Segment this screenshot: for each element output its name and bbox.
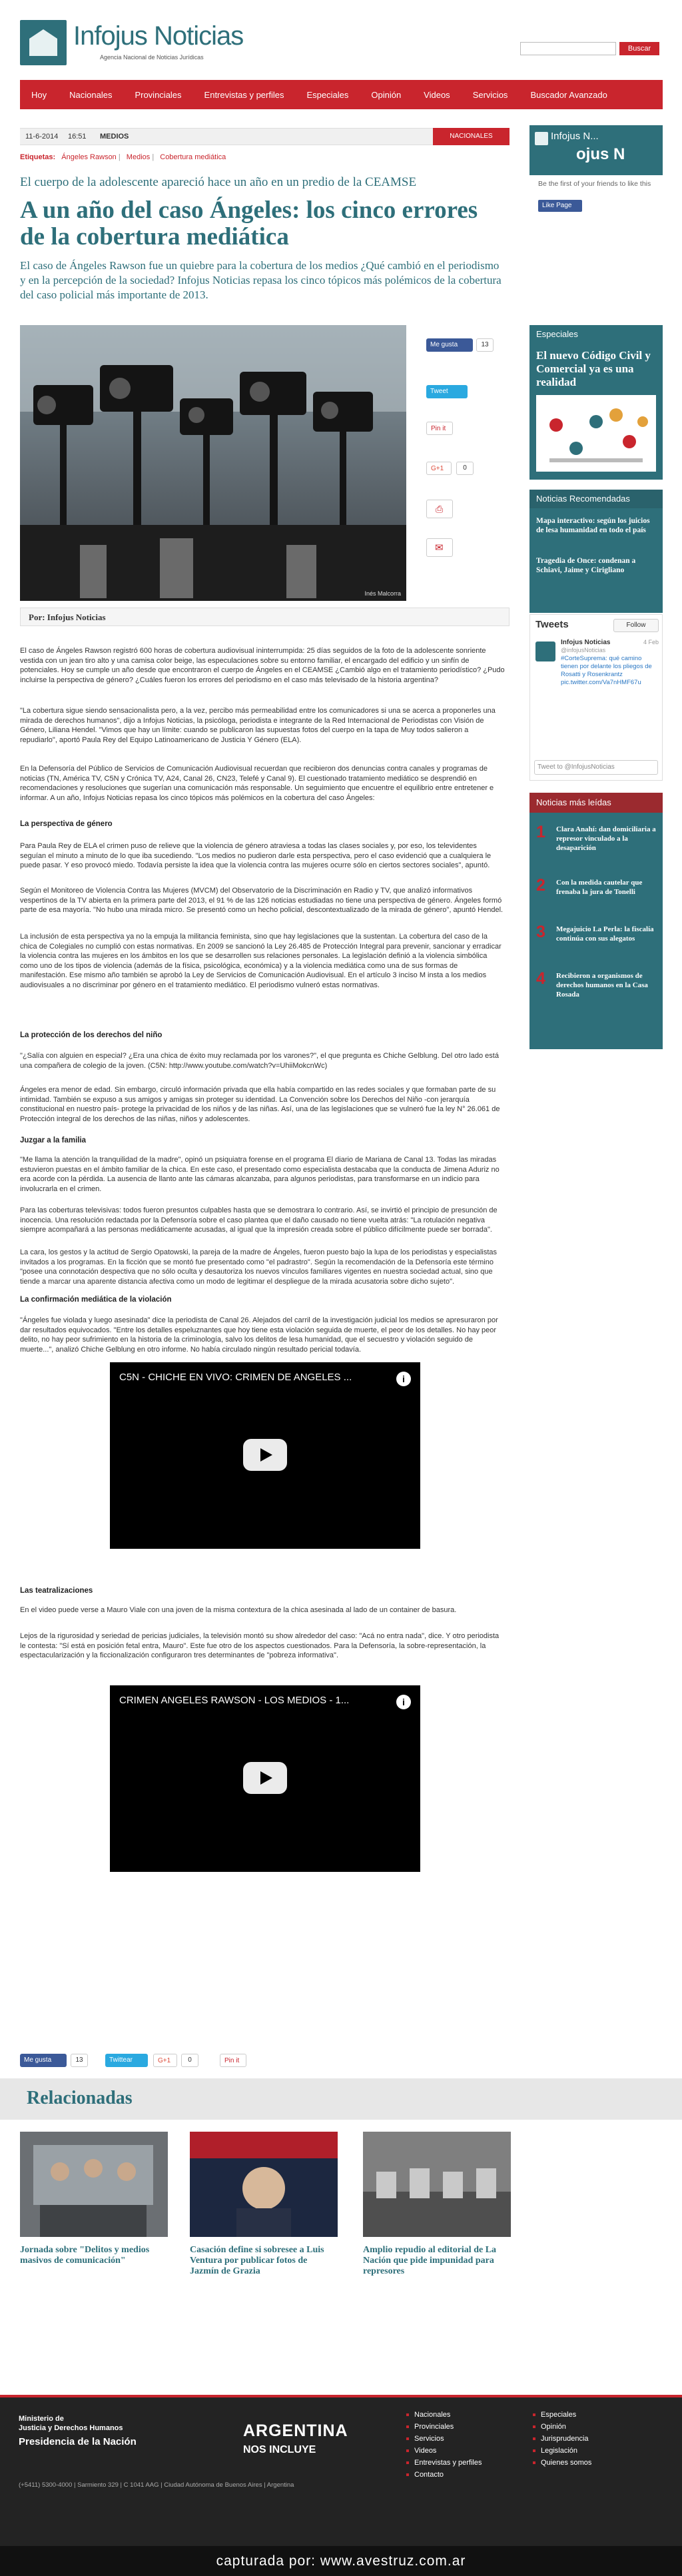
nav-item[interactable]: Opinión <box>371 89 402 100</box>
article-paragraph: Para las coberturas televisivas: todos fueron presuntos culpables hasta que se demostrara lo contrario. Así, se invirtió el principio de presunción de inocencia. Una resolución redactada por la Defensoría sobre el caso plantea que el daño causado no tiene vuelta atrás: "La rotulación negativa siempre acompañará a las personas mediáticamente acusadas, al igual que la impresión creada sobre el público difícilmente puede ser borrada". <box>20 1206 498 1234</box>
video-embed[interactable] <box>110 1362 420 1549</box>
related-title: Relacionadas <box>27 2088 133 2108</box>
main-nav <box>20 80 663 109</box>
twitter-handle[interactable]: @infojusNoticias <box>561 647 606 653</box>
related-caption[interactable]: Casación define si sobresee a Luis Ventura por publicar fotos de Jazmín de Grazia <box>190 2245 324 2276</box>
article-time: 16:51 <box>68 133 87 141</box>
nos-incluye-text: NOS INCLUYE <box>243 2444 316 2455</box>
nav-item[interactable]: Hoy <box>31 89 47 100</box>
footer-link[interactable]: Jurisprudencia <box>533 2435 589 2443</box>
ministry-line2: Justicia y Derechos Humanos <box>19 2424 123 2432</box>
footer-link[interactable]: Opinión <box>533 2423 566 2431</box>
fb-friends-text: Be the first of your friends to like this <box>538 180 651 188</box>
rank-number: 2 <box>536 876 545 895</box>
nav-item[interactable]: Buscador Avanzado <box>530 89 607 100</box>
footer-link[interactable]: Servicios <box>406 2435 444 2443</box>
article-byline: Por: Infojus Noticias <box>29 612 106 622</box>
pinterest-button[interactable]: Pin it <box>220 2054 246 2067</box>
play-icon[interactable] <box>243 1439 287 1471</box>
search-input[interactable] <box>520 42 616 55</box>
fb-page-avatar <box>535 132 548 145</box>
photo-credit: Inés Malcorra <box>364 590 401 597</box>
footer-link[interactable]: Nacionales <box>406 2411 450 2419</box>
article-paragraph: "Ángeles fue violada y luego asesinada" dice la periodista de Canal 26. Alejados del carril de la investigación judicial los medios se apresuraron por dar resultados equivocados. "Entre los detalles espeluznantes que hoy tiene esta violación seguida de muerte, el peor de los detalles. No hay peor delito, no hay peor sufrimiento en la historia de la criminología, salvo los delitos de lesa humanidad, que el secuestro y violación seguido de muerte...", analizó Chiche Gelblung en otro informe. No había circulado ningún resultado pericial todavía. <box>20 1316 498 1354</box>
section-heading: La protección de los derechos del niño <box>20 1031 163 1039</box>
bottom-share-bar <box>20 2054 260 2068</box>
rank-number: 1 <box>536 823 545 841</box>
section-heading: Juzgar a la familia <box>20 1136 87 1144</box>
nav-item[interactable]: Videos <box>424 89 450 100</box>
article-paragraph: El caso de Ángeles Rawson registró 600 horas de cobertura audiovisual ininterrumpida: 25 días seguidos de la foto de la adolescente sonriente vestida con un jean tiro alto y una camisa color beige, las especulaciones sobre su entorno familiar, el encargado del edificio y un sinfín de potenciales. Hoy se cumple un año desde que encontraron el cuerpo de Ángeles en el CEAMSE ¿Cambió algo en el tratamiento periodístico? ¿Pudo incluirse la perspectiva de género? ¿Cuáles fueron los errores del periodismo en el caso más televisado de la historia argentina? <box>20 647 505 684</box>
footer-address: (+5411) 5300-4000 | Sarmiento 329 | C 1041 AAG | Ciudad Autónoma de Buenos Aires | Argentina <box>19 2481 294 2489</box>
recomendadas-head: Noticias Recomendadas <box>529 490 663 508</box>
recommended-link[interactable]: Mapa interactivo: según los juicios de lesa humanidad en todo el país <box>536 517 650 534</box>
site-logo-title[interactable]: Infojus Noticias <box>73 21 244 51</box>
facebook-count: 13 <box>476 338 494 352</box>
tweet-date[interactable]: 4 Feb <box>643 639 659 645</box>
article-paragraph: La cara, los gestos y la actitud de Sergio Opatowski, la pareja de la madre de Ángeles, fueron puesto bajo la lupa de los periodistas y especialistas invitados a los programas. En la ficción que se montó fue presentado como "el padrastro". Según la recomendación de la Defensoría este término "posee una connotación despectiva que no sólo oculta y desautoriza los nuevos vínculos familiares vigentes en nuestra sociedad actual, sino que tiende a marcar una aparente distancia afectiva como un modo de legitimar el despliegue de la mirada acusatoria sobre dicho sujeto". <box>20 1248 498 1286</box>
related-caption[interactable]: Amplio repudio al editorial de La Nación que pide impunidad para represores <box>363 2245 497 2276</box>
article-paragraph: En la Defensoría del Público de Servicios de Comunicación Audiovisual recuerdan que recibieron dos denuncias contra canales y programas de noticias (TN, América TV, C5N y Crónica TV, A24, Canal 26, CN23, Telefé y Canal 9). El cuestionado tratamiento mediático se desprendió en recomendaciones y resoluciones que sugerían una comunicación más responsable. Un seguimiento que encuentre el equilibrio entre entretener e informar. A un año, Infojus Noticias repasa los cinco tópicos más polémicos en la cobertura del caso Ángeles: <box>20 765 494 802</box>
mas-leidas-head: Noticias más leídas <box>529 793 663 813</box>
recommended-link[interactable]: Tragedia de Once: condenan a Schiavi, Jaime y Cirigliano <box>536 557 636 574</box>
fb-like-page-button[interactable]: Like Page <box>538 200 582 212</box>
especiales-head: Especiales <box>536 329 578 339</box>
video-title[interactable]: CRIMEN ANGELES RAWSON - LOS MEDIOS - 1... <box>119 1695 350 1706</box>
ministry-line1: Ministerio de <box>19 2415 64 2423</box>
fb-page-name[interactable]: Infojus N... <box>551 131 599 142</box>
facebook-like-button[interactable]: Me gusta <box>20 2054 67 2067</box>
article-paragraph: Lejos de la rigurosidad y seriedad de pericias judiciales, la televisión montó su show alrededor del caso: "Acá no entra nada", dice. Y otro periodista le contesta: "Sí está en posición fetal entra, Mauro". Este fue otro de los aspectos cuestionados. Para la Defensoría, la sobre-representación, la espectacularización y la ficcionalización configuraron tres determinantes de "pobreza informativa". <box>20 1632 500 1659</box>
footer-link[interactable]: Entrevistas y perfiles <box>406 2459 482 2467</box>
nav-item[interactable]: Servicios <box>472 89 508 100</box>
most-read-link[interactable]: Con la medida cautelar que frenaba la jura de Tonelli <box>556 879 643 896</box>
argentina-logo-text: ARGENTINA <box>243 2421 348 2440</box>
article-section[interactable]: MEDIOS <box>100 133 129 141</box>
article-paragraph: La inclusión de esta perspectiva ya no la empuja la militancia feminista, sino que hay legislaciones que la sustentan. La cobertura del caso de la chica de Colegiales no cumplió con estas normativas. En 2009 se sancionó la Ley 26.485 de Protección Integral para prevenir, sancionar y erradicar la violencia contra las mujeres en los ámbitos en los que se desarrollen sus relaciones personales. La legislación definió a la violencia simbólica como uno de los tipos de violencia (además de la física, psicológica, económica) y a la violencia mediática como una de sus formas de manifestación. Ese mismo año también se aprobó la Ley de Servicios de Comunicación Audiovisual. En el artículo 3 inciso M insta a los medios audiovisuales a no discriminar por género en el tratamiento mediático. El periodismo vulneró estas normativas. <box>20 933 502 989</box>
nav-item[interactable]: Nacionales <box>69 89 113 100</box>
rank-number: 3 <box>536 923 545 941</box>
most-read-link[interactable]: Recibieron a organismos de derechos humanos en la Casa Rosada <box>556 972 648 999</box>
play-icon[interactable] <box>243 1762 287 1794</box>
site-header <box>0 0 682 79</box>
tags-row: Etiquetas: Ángeles Rawson | Medios | Cobertura mediática <box>20 153 226 161</box>
article-paragraph: "La cobertura sigue siendo sensacionalista pero, a la vez, percibo más permeabilidad entre los comunicadores si una se acerca a proponerles una mirada de derechos humanos", dijo a Infojus Noticias, la psicóloga, periodista e integrante de la Red Internacional de Periodistas con Visión de Género, Liliana Hendel. "Vimos que hay un límite: cuando se publicaron las supuestas fotos del cuerpo en la tapa de Muy todos salieron a repudiarlo", aportó Paula Rey del Equipo Latinoamericano de Justicia Y Género (ELA). <box>20 707 496 744</box>
video-title[interactable]: C5N - CHICHE EN VIVO: CRIMEN DE ANGELES ... <box>119 1372 352 1383</box>
tag-link[interactable]: Medios <box>126 153 151 161</box>
article-paragraph: "¿Salía con alguien en especial? ¿Era una chica de éxito muy reclamada por los varones?", el que pregunta es Chiche Gelblung. Del otro lado está una compañera de colegio de la joven. (C5N: http://www.youtube.com/watch?v=UhiiMokcnWc) <box>20 1052 499 1070</box>
twitter-follow-button[interactable]: Follow <box>613 619 659 632</box>
print-icon[interactable]: ⎙ <box>426 500 453 518</box>
tag-link[interactable]: Ángeles Rawson <box>61 153 117 161</box>
footer-link[interactable]: Videos <box>406 2447 436 2455</box>
google-plus-button[interactable]: G+1 <box>153 2054 177 2067</box>
article-paragraph: Según el Monitoreo de Violencia Contra las Mujeres (MVCM) del Observatorio de la Discriminación en Radio y TV, que analizó informativos vespertinos de la TV abierta en la primera parte del 2013, el 91 % de las 126 noticias estudiadas no tiene una perspectiva de género. Ángeles formó parte de esa mayoría. "No hubo una mirada micro. Se presentó como un hecho policial, descontextualizado de la mirada de género", apuntó Hendel. <box>20 887 504 914</box>
category-tab[interactable]: NACIONALES <box>433 128 510 145</box>
facebook-page-banner[interactable]: Infojus N... ojus N <box>529 125 663 175</box>
tweet-button[interactable]: Tweet <box>426 385 468 398</box>
section-heading: Las teatralizaciones <box>20 1587 93 1595</box>
article-paragraph: Para Paula Rey de ELA el crimen puso de relieve que la violencia de género atraviesa a todas las clases sociales y, por eso, los televidentes seguían el minuto a minuto de lo que iba sucediendo. "Los medios no pudieron darle esta perspectiva, pero el caso evidenció que a cualquiera le puede pasar. Y eso provocó miedo. Todavía persiste la idea que la violencia contra las mujeres ocurre sólo en ciertos sectores sociales", apuntó. <box>20 842 492 869</box>
footer-link[interactable]: Contacto <box>406 2471 444 2479</box>
tweet-button[interactable]: Twittear <box>105 2054 148 2067</box>
recomendadas-box <box>529 490 663 613</box>
related-header <box>0 2078 682 2120</box>
twitter-avatar[interactable] <box>535 642 555 661</box>
article-date: 11-6-2014 <box>25 133 59 141</box>
share-column <box>420 325 508 601</box>
nav-item[interactable]: Entrevistas y perfiles <box>204 89 284 100</box>
section-heading: La confirmación mediática de la violación <box>20 1296 172 1304</box>
site-footer <box>0 2395 682 2546</box>
most-read-link[interactable]: Clara Anahí: dan domiciliaria a represor vinculado a la desaparición <box>556 825 656 852</box>
related-thumbnail[interactable] <box>190 2132 338 2237</box>
tweet-to-input[interactable]: Tweet to @InfojusNoticias <box>534 760 658 775</box>
article-paragraph: "Me llama la atención la tranquilidad de la madre", opinó un psiquiatra forense en el programa El diario de Mariana de Canal 13. Todas las miradas estuvieron puestas en el ámbito familiar de la chica. En este caso, el presentado como especialista destacaba que la conducta de Jimena Aduriz no era acorde con la pérdida. La ausencia de llanto ante las cámaras alcanzaba, para algunos periodistas, para transformarse en un indicio para involucrarla en el crimen. <box>20 1156 500 1193</box>
tag-link[interactable]: Cobertura mediática <box>160 153 226 161</box>
search-button[interactable]: Buscar <box>619 42 659 55</box>
footer-link[interactable]: Especiales <box>533 2411 576 2419</box>
especiales-title[interactable]: El nuevo Código Civil y Comercial ya es una realidad <box>536 349 651 388</box>
article-title: A un año del caso Ángeles: los cinco errores de la cobertura mediática <box>20 197 478 250</box>
most-read-link[interactable]: Megajuicio La Perla: la fiscalía continúa con sus alegatos <box>556 925 654 943</box>
rank-number: 4 <box>536 969 545 988</box>
footer-link[interactable]: Legislación <box>533 2447 577 2455</box>
related-thumbnail[interactable] <box>20 2132 168 2237</box>
nav-item[interactable]: Provinciales <box>135 89 182 100</box>
footer-link[interactable]: Provinciales <box>406 2423 454 2431</box>
info-icon[interactable]: i <box>396 1695 411 1709</box>
tags-label: Etiquetas: <box>20 153 56 161</box>
pinterest-button[interactable]: Pin it <box>426 422 453 435</box>
google-plus-button[interactable]: G+1 <box>426 462 452 475</box>
google-plus-count: 0 <box>456 462 474 475</box>
footer-link[interactable]: Quienes somos <box>533 2459 591 2467</box>
site-logo-subtitle: Agencia Nacional de Noticias Jurídicas <box>100 54 204 61</box>
section-heading: La perspectiva de género <box>20 820 113 828</box>
email-icon[interactable]: ✉ <box>426 538 453 557</box>
twitter-widget <box>529 614 663 781</box>
info-icon[interactable]: i <box>396 1372 411 1386</box>
article-photo <box>20 325 406 601</box>
article-paragraph: En el video puede verse a Mauro Viale con una joven de la misma contextura de la chica asesinada al lado de un container de basura. <box>20 1606 457 1614</box>
especiales-illustration[interactable] <box>536 395 656 472</box>
presidency-line: Presidencia de la Nación <box>19 2436 137 2447</box>
google-plus-count: 0 <box>181 2054 198 2067</box>
mas-leidas-box <box>529 793 663 1049</box>
facebook-count: 13 <box>71 2054 88 2067</box>
twitter-account-name[interactable]: Infojus Noticias <box>561 639 611 646</box>
related-thumbnail[interactable] <box>363 2132 511 2237</box>
facebook-like-button[interactable]: Me gusta <box>426 338 473 352</box>
especiales-box <box>529 325 663 480</box>
footer-accent-line <box>0 2395 682 2397</box>
tweet-link[interactable]: pic.twitter.com/Va7nHMF67u <box>561 679 641 686</box>
capture-watermark: capturada por: www.avestruz.com.ar <box>0 2546 682 2576</box>
logo-icon[interactable] <box>20 20 67 65</box>
byline-bar <box>20 608 510 626</box>
related-caption[interactable]: Jornada sobre "Delitos y medios masivos de comunicación" <box>20 2245 150 2266</box>
video-embed[interactable] <box>110 1685 420 1872</box>
article-kicker: El cuerpo de la adolescente apareció hace un año en un predio de la CEAMSE <box>20 175 417 189</box>
nav-item[interactable]: Especiales <box>306 89 349 100</box>
article-paragraph: Ángeles era menor de edad. Sin embargo, circuló información privada que ella había compartido en las redes sociales y que formaban parte de su intimidad. También se expuso a sus amigos y amigas sin proteger su identidad. La Convención sobre los Derechos del Niño -con jerarquía constitucional en nuestro país- protege la privacidad de los niños y de las niñas. Así, una de las legislaciones que se vulneró fue la ley N° 26.061 de Protección integral de los derechos de las niñas, niños y adolescentes. <box>20 1086 500 1123</box>
article-lead: El caso de Ángeles Rawson fue un quiebre para la cobertura de los medios ¿Qué cambió en el periodismo y en la percepción de la sociedad? Infojus Noticias repasa los cinco tópicos más polémicos de la cobertura del caso policial más importante de 2013. <box>20 259 502 301</box>
tweet-text: #CorteSuprema: qué camino tienen por delante los pliegos de Rosatti y Rosenkrantz pic.twitter.com/Va7nHMF67u <box>561 655 652 686</box>
tweets-title: Tweets <box>535 619 569 630</box>
